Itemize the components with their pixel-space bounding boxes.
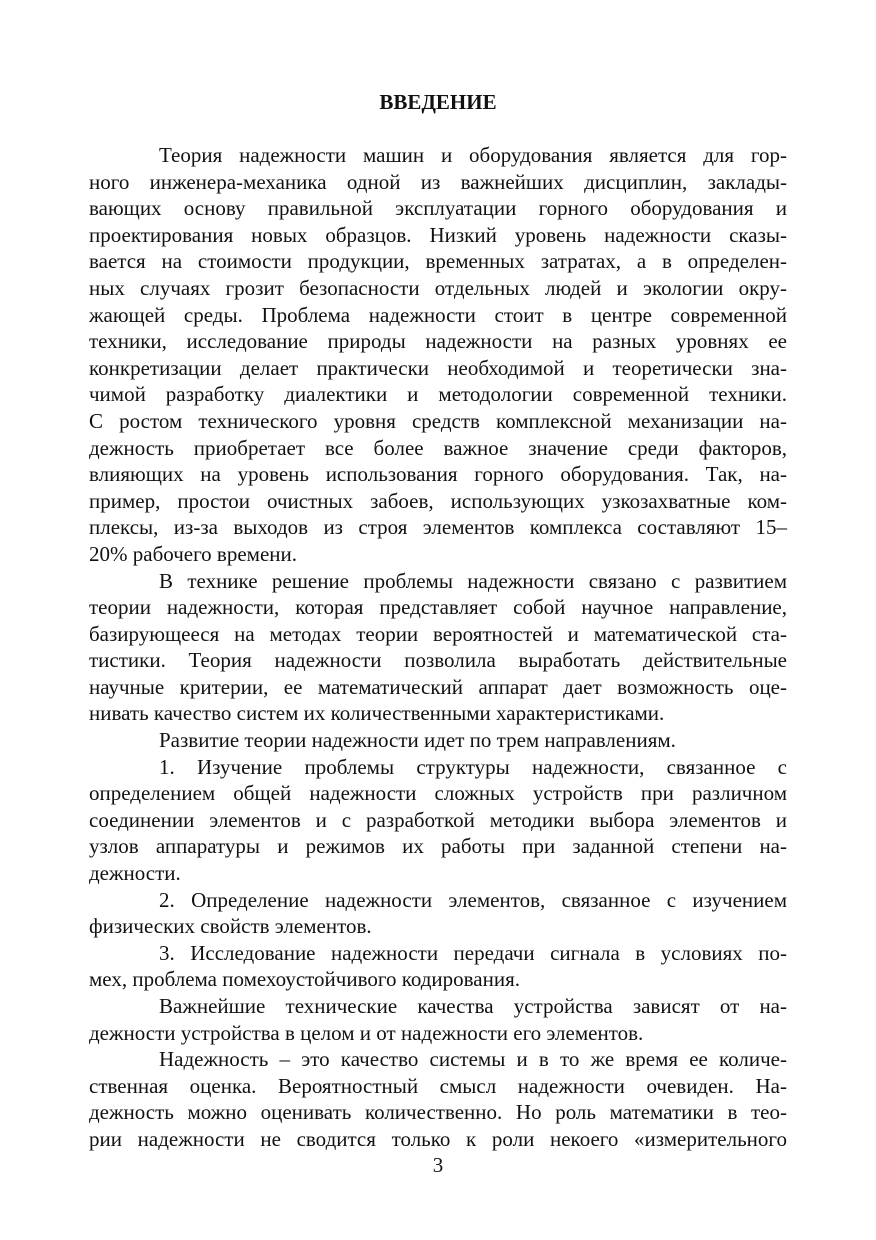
text-line: влияющих на уровень использования горного оборудования. Так, на- (89, 462, 787, 487)
text-line: соединении элементов и с разработкой методики выбора элементов и (89, 807, 787, 832)
text-line: тистики. Теория надежности позволила выработать действительные (89, 648, 787, 673)
page-title: ВВЕДЕНИЕ (379, 90, 497, 114)
text-line: базирующееся на методах теории вероятностей и математической ста- (89, 621, 787, 646)
text-line: узлов аппаратуры и режимов их работы при заданной степени на- (89, 834, 787, 859)
page-number: 3 (432, 1153, 444, 1177)
text-line: ных случаях грозит безопасности отдельных людей и экологии окру- (89, 275, 787, 300)
text-line: плексы, из-за выходов из строя элементов комплекса составляют 15– (89, 515, 787, 540)
text-line: пример, простои очистных забоев, использующих узкозахватные ком- (89, 488, 787, 513)
text-line: рии надежности не сводится только к роли некоего «измерительного (89, 1126, 787, 1151)
text-line: проектирования новых образцов. Низкий уровень надежности сказы- (89, 222, 787, 247)
text-line: определением общей надежности сложных устройств при различном (89, 781, 787, 806)
text-line: конкретизации делает практически необходимой и теоретически зна- (89, 355, 787, 380)
document-body (89, 142, 787, 1153)
text-line: научные критерии, ее математический аппарат дает возможность оце- (89, 674, 787, 699)
text-line: дежность приобретает все более важное значение среди факторов, (89, 435, 787, 460)
text-line: 20% рабочего времени. (89, 541, 298, 566)
text-line: 1. Изучение проблемы структуры надежности, связанное с (159, 754, 787, 779)
text-line: Важнейшие технические качества устройства зависят от на- (159, 994, 787, 1018)
text-line: теории надежности, которая представляет собой научное направление, (89, 595, 787, 620)
text-line: ственная оценка. Вероятностный смысл надежности очевиден. На- (89, 1073, 787, 1098)
text-line: мех, проблема помехоустойчивого кодирования. (89, 967, 520, 992)
text-line: жающей среды. Проблема надежности стоит в центре современной (89, 302, 787, 327)
document-page (89, 0, 787, 1240)
text-line: Надежность – это качество системы и в то же время ее количе- (159, 1047, 787, 1072)
text-line: дежность можно оценивать количественно. Но роль математики в тео- (89, 1100, 787, 1125)
text-line: вается на стоимости продукции, временных затратах, а в определен- (89, 249, 787, 274)
text-line: Развитие теории надежности идет по трем направлениям. (159, 728, 676, 753)
text-line: вающих основу правильной эксплуатации горного оборудования и (89, 196, 787, 221)
text-line: 2. Определение надежности элементов, связанное с изучением (159, 887, 787, 912)
text-line: дежности. (89, 861, 181, 886)
text-line: чимой разработку диалектики и методологии современной техники. (89, 382, 787, 407)
text-line: нивать качество систем их количественными характеристиками. (89, 701, 665, 726)
text-line: 3. Исследование надежности передачи сигнала в условиях по- (159, 940, 787, 965)
text-line: В технике решение проблемы надежности связано с развитием (159, 568, 787, 593)
text-line: ного инженера-механика одной из важнейших дисциплин, заклады- (89, 169, 787, 194)
text-line: техники, исследование природы надежности на разных уровнях ее (89, 329, 787, 354)
text-line: физических свойств элементов. (89, 914, 372, 939)
text-line: С ростом технического уровня средств комплексной механизации на- (89, 408, 787, 433)
text-line: дежности устройства в целом и от надежности его элементов. (89, 1020, 644, 1045)
text-line: Теория надежности машин и оборудования является для гор- (159, 143, 787, 167)
